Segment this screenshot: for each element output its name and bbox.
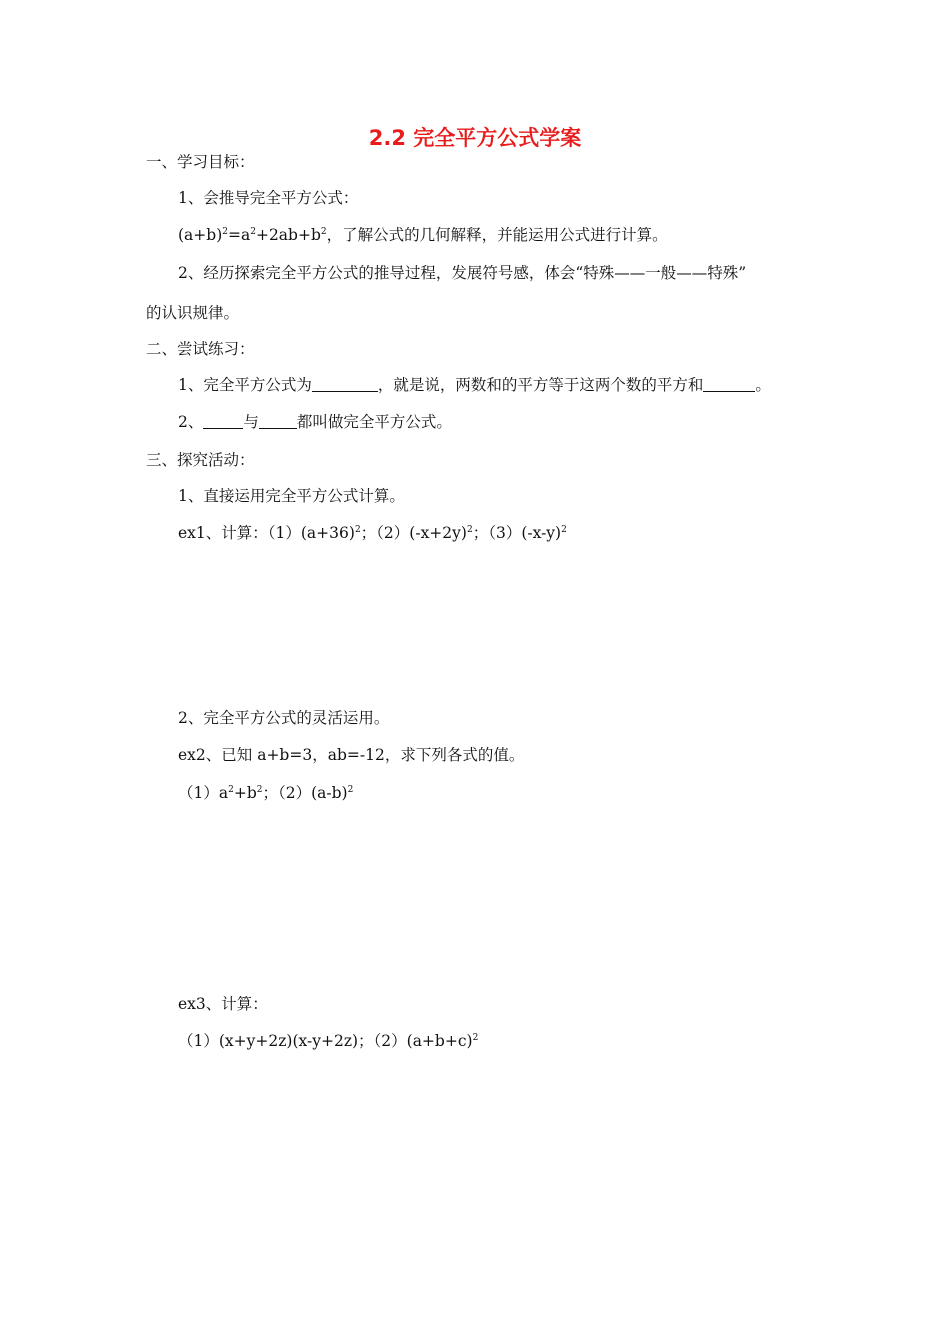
question-text: ，就是说，两数和的平方等于这两个数的平方和: [377, 376, 704, 394]
example-text: （1）a: [178, 784, 229, 802]
formula-part: =a: [227, 226, 251, 244]
example-exponent: 2: [561, 525, 567, 535]
goal-item-2-line-1: 2、经历探索完全平方公式的推导过程，发展符号感，体会“特殊——一般——特殊”: [178, 264, 747, 282]
section-heading-practice: 二、尝试练习：: [146, 340, 255, 358]
question-text: 都叫做完全平方公式。: [296, 413, 452, 431]
practice-question-2: [178, 411, 452, 433]
formula-part: (a+b): [178, 226, 223, 244]
question-text: 2、: [178, 413, 204, 431]
example-exponent: 2: [228, 785, 234, 795]
example-text: ；（2）(a-b): [262, 784, 348, 802]
example-text: ；（2）(-x+2y): [360, 524, 467, 542]
example-3-parts: [178, 1030, 478, 1052]
example-2-prompt: ex2、已知 a+b=3，ab=-12，求下列各式的值。: [178, 746, 525, 764]
goal-item-2-line-2: 的认识规律。: [146, 304, 240, 322]
example-exponent: 2: [466, 525, 473, 535]
section-heading-explore: 三、探究活动：: [146, 451, 255, 469]
example-text: +b: [233, 784, 257, 802]
formula-exponent: 2: [250, 227, 256, 237]
goal-item-1: 1、会推导完全平方公式：: [178, 189, 359, 207]
formula-exponent: 2: [222, 227, 228, 237]
explore-item-1: 1、直接运用完全平方公式计算。: [178, 487, 405, 505]
page-title: 2.2 完全平方公式学案: [368, 126, 582, 150]
example-exponent: 2: [472, 1033, 479, 1043]
example-text: ；（3）(-x-y): [472, 524, 562, 542]
section-heading-goals: 一、学习目标：: [146, 153, 255, 171]
formula-part: ，了解公式的几何解释，并能运用公式进行计算。: [326, 226, 668, 244]
example-exponent: 2: [256, 785, 263, 795]
question-text: 与: [243, 413, 259, 431]
formula-exponent: 2: [320, 227, 327, 237]
question-text: 。: [755, 376, 771, 394]
answer-blank[interactable]: [259, 412, 297, 429]
answer-blank[interactable]: [703, 375, 755, 392]
question-text: 1、完全平方公式为: [178, 376, 312, 394]
goal-formula: [178, 224, 668, 246]
answer-blank[interactable]: [312, 375, 378, 392]
practice-question-1: [178, 374, 771, 396]
answer-blank[interactable]: [203, 412, 243, 429]
example-exponent: 2: [347, 785, 354, 795]
example-3-prompt: ex3、计算：: [178, 995, 268, 1013]
explore-item-2: 2、完全平方公式的灵活运用。: [178, 709, 390, 727]
example-exponent: 2: [354, 525, 361, 535]
example-1: [178, 522, 567, 544]
example-text: ex1、计算：（1）(a+36): [178, 524, 355, 542]
example-2-parts: [178, 782, 353, 804]
example-text: （1）(x+y+2z)(x-y+2z)；（2）(a+b+c): [178, 1032, 473, 1050]
formula-part: +2ab+b: [255, 226, 321, 244]
